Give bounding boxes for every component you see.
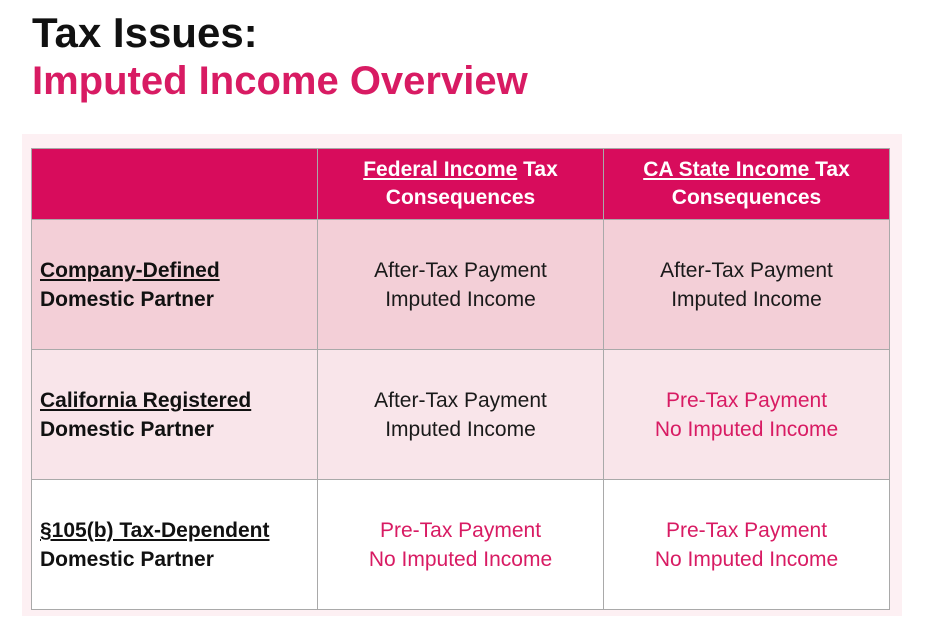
row-label — [32, 480, 318, 610]
federal-cell — [318, 350, 604, 480]
state-line2: No Imputed Income — [654, 417, 839, 441]
state-cell — [604, 220, 890, 350]
row-label-underlined: California Registered — [40, 388, 252, 412]
federal-line1: After-Tax Payment — [374, 388, 547, 412]
slide-title — [32, 10, 528, 106]
table-header-row — [32, 149, 890, 220]
title-line-1: Tax Issues: — [32, 9, 258, 56]
federal-line2: No Imputed Income — [368, 547, 553, 571]
state-line1: Pre-Tax Payment — [665, 518, 828, 542]
federal-line2: Imputed Income — [385, 287, 536, 311]
state-line1: After-Tax Payment — [660, 258, 833, 282]
state-cell — [604, 350, 890, 480]
header-state-underlined: CA State Income — [643, 158, 816, 181]
federal-line1: Pre-Tax Payment — [379, 518, 542, 542]
state-line2: Imputed Income — [671, 287, 822, 311]
tax-consequences-table — [31, 148, 890, 610]
table-row — [32, 350, 890, 480]
header-state-rest: Tax — [815, 158, 850, 181]
header-federal — [318, 149, 604, 220]
state-line1: Pre-Tax Payment — [665, 388, 828, 412]
row-label-rest: Domestic Partner — [40, 547, 214, 571]
row-label-rest: Domestic Partner — [40, 287, 214, 311]
federal-line2: Imputed Income — [385, 417, 536, 441]
federal-cell — [318, 480, 604, 610]
header-federal-line2: Consequences — [385, 186, 536, 209]
header-federal-underlined: Federal Income — [363, 158, 518, 181]
federal-cell — [318, 220, 604, 350]
header-state-line2: Consequences — [671, 186, 822, 209]
row-label — [32, 220, 318, 350]
federal-line1: After-Tax Payment — [374, 258, 547, 282]
row-label-underlined: Company-Defined — [40, 258, 220, 282]
state-line2: No Imputed Income — [654, 547, 839, 571]
row-label-rest: Domestic Partner — [40, 417, 214, 441]
state-cell — [604, 480, 890, 610]
header-federal-rest: Tax — [517, 158, 558, 181]
header-state — [604, 149, 890, 220]
row-label-underlined: §105(b) Tax-Dependent — [40, 518, 270, 542]
table-row — [32, 480, 890, 610]
table-row — [32, 220, 890, 350]
row-label — [32, 350, 318, 480]
title-line-2: Imputed Income Overview — [32, 59, 528, 103]
header-empty-cell — [32, 149, 318, 220]
